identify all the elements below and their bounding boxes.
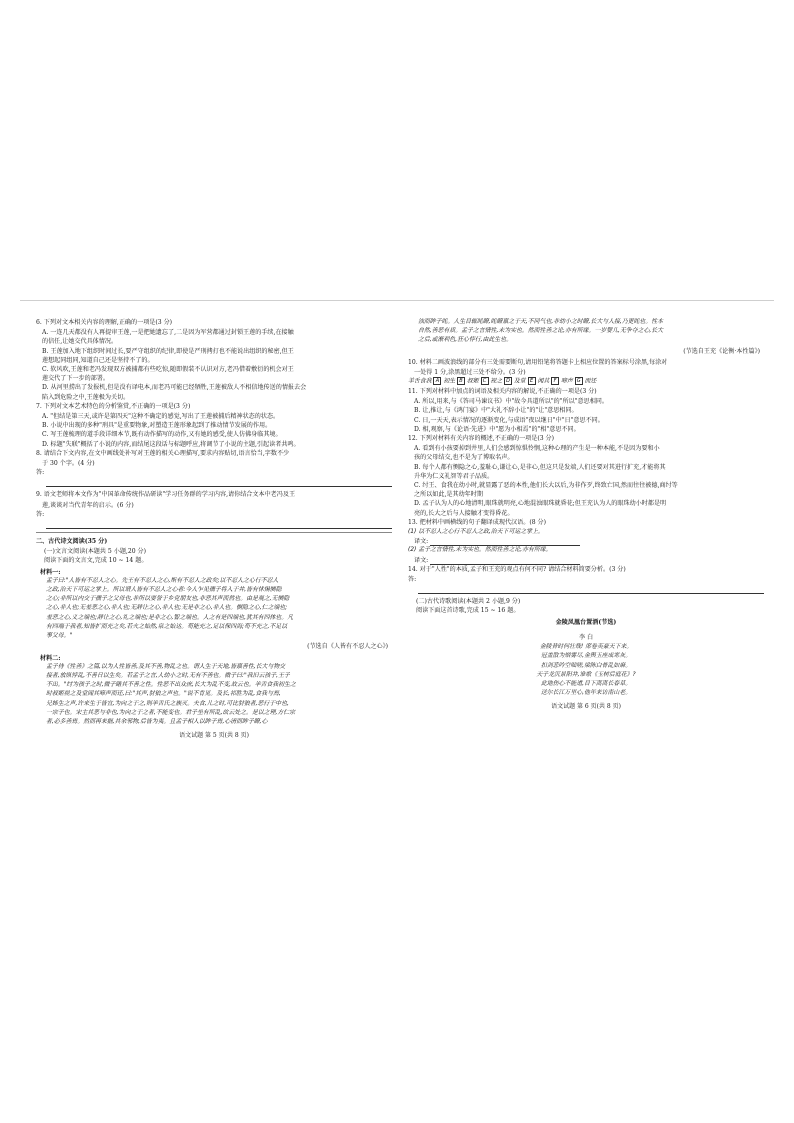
answer-line [418,585,764,594]
question-12-stem: 12. 下列对材料有关内容的概述,不正确的一项是(3 分) [408,434,555,442]
question-7-stem: 7. 下列对文本艺术特色的分析鉴赏,不正确的一项是(3 分) [36,402,191,410]
break-box-e[interactable]: E [528,377,536,385]
page-footer: 语文试题 第 5 页(共 8 页) [179,732,249,740]
question-6-line: D. 从河里捞出了发报机,但是没有译电本,而老冯可能已经牺牲,王莲被敌人不相信地传送的情报去会 [42,384,307,392]
question-12-line: 亮的,长大之后与人接触才变得昏花。 [414,509,514,517]
material-1-line: 有四端于我者,知皆扩而充之矣,若火之始然,泉之始达。苟能充之,足以保四海;苟不充之,不足以 [46,623,288,630]
question-13-sentence-1: (1) 以不忍人之心行不忍人之政,治天下可运之掌上。 [408,528,544,535]
question-12-line: 升华为仁义礼智等君子品质。 [414,472,494,480]
material-2-continued-line: 自然,善恶有质。孟子之言情性,未为实也。然而性善之论,亦有所缘。一岁婴儿,无争夺之心,长大 [418,328,663,335]
sentence-segment: 而还 [584,378,597,385]
question-11-option: C. 日,一天天,表示情况的逐渐变化,与成语"夜以继日"中"日"意思不同。 [414,416,604,424]
question-11-option: A. 所以,用来,与《答司马谏议书》中"故今具道所以"的"所以"意思相同。 [414,398,608,406]
question-6-line: 莲交代了下一步的部署。 [42,375,110,383]
poem-title: 金陵凤凰台置酒(节选) [555,618,617,626]
question-8-stem: 8. 请结合下文内容,在文中画线处补写对王莲的相关心理描写,要求内容贴切,语言恰当,字数不少 [36,449,290,457]
question-6-line: 莲想起同组同,知道自己还是坚持不了的。 [42,356,154,364]
sentence-segment: 初生 [443,378,456,385]
subsection-2-heading: (二)古代诗歌阅读(本题共 2 小题,9 分) [416,598,521,606]
material-2-line: 者,必多善焉。然而再来据,其余邪物,后皆为夷。且孟子相人以眸子焉,心清而眸子瞭,心 [46,718,268,725]
material-2-continued-line: 之后,或渐利色,狂心悖行,由此生也。 [418,337,512,344]
translation-input[interactable] [430,558,580,565]
sentence-segment: 闻其 [537,378,550,385]
material-1-line: 之政,治天下可运之掌上。所以谓人皆有不忍人之心者:今人乍见孺子将入于井,皆有怵惕恻隐 [46,587,282,594]
material-2-line: 接者,放纵悖乱,不善日以生矣。若孟子之言,人幼小之时,无有不善也。微子曰:"我旧云孩子,王子 [46,672,290,679]
question-11-option: D. 相,观察,与《论语·先进》中"愿为小相焉"的"相"意思不同。 [414,425,580,433]
page-top-rule [20,300,774,301]
section-2-heading: 二、古代诗文阅读(35 分) [36,538,108,546]
break-box-g[interactable]: G [575,377,583,385]
question-6-line: 的信任,让她交代具体情况。 [42,338,118,346]
material-2-source: (节选自王充《论衡·本性篇》) [683,347,760,355]
subsection-2-instruction: 阅读下面这首诗歌,完成 15 ~ 16 题。 [416,607,520,615]
question-12-line: B. 每个人都有恻隐之心,羞耻心,谦让心,是非心,但这只是发端,人们还要对其进行扩充,才能将其 [414,463,666,471]
question-11-stem: 11. 下列对材料中加点的词语及相关内容的解说,不正确的一项是(3 分) [408,387,597,395]
question-10-extra: 一处得 1 分,涂黑超过三处不给分。(3 分) [414,369,526,377]
question-13-sentence-2: (2) 孟子之言情性,未为实也。然而性善之论,亦有所缘。 [408,547,552,554]
question-6-line: C. 软风吹,王莲和老冯发现双方被捕都有些吃惊,随即假装不认识对方,老冯借着敷衍的机会对王 [42,366,294,374]
material-2-label: 材料二: [40,654,61,662]
question-13-stem: 13. 把材料中画横线的句子翻译成现代汉语。(8 分) [408,518,546,526]
material-2-line: 不出。"纣为孩子之时,微子睹其不善之性。性恶不出众庶,长大为乱不变,故云也。羊舌食我初生之 [46,682,296,689]
answer-line [46,478,392,487]
question-7-option: D. 标题"失联"概括了小说的内容,而结尾这段话与标题呼应,将调节了小说的主题,引起读者共鸣。 [42,440,300,448]
sentence-segment: 叔姬 [466,378,479,385]
page-footer: 语文试题 第 6 页(共 8 页) [551,703,621,711]
question-10-stem: 10. 材料二画波浪线的部分有三处需要断句,请用铅笔将答题卡上相应位置的答案标号涂黑,每涂对 [408,358,668,366]
material-2-line: 兄姊生之声,许来生于皆宜,为向之于之,则羊舌氏之族灭。夫食,儿之时,可比豺狼者,恶行于中也, [46,700,289,707]
question-11-option: B. 让,推让,与《鸿门宴》中"大礼不辞小让"的"让"意思相同。 [414,407,578,415]
exam-page-6 [408,318,764,776]
question-9-extra: 莲,谈谈对当代青年的启示。(6 分) [42,501,134,509]
question-12-line: C. 纣王、食我在幼小时,就显露了恶的本性,他们长大以后,为非作歹,终致亡国,然而往往被德,商纣等 [414,481,678,489]
translation-input[interactable] [430,539,580,546]
question-12-line: D. 孟子认为人的心地清明,眼珠就明亮,心地混浊眼珠就昏花;但王充认为人的眼珠幼小时都是明 [414,500,667,508]
sentence-segment: 啼声 [560,378,573,385]
material-2-line: 一宗子也。宋主其恶与非也,为向之于之者,不能变也。君子坐有所乱,故云处之。是以之理,方仁宗 [46,709,296,716]
subsection-1-instruction: 阅读下面的文言文,完成 10 ~ 14 题。 [44,557,148,565]
break-box-b[interactable]: B [457,377,465,385]
break-box-d[interactable]: D [504,377,512,385]
question-8-extra: 于 30 个字。(4 分) [42,460,95,468]
question-13-translation-1 [414,537,764,546]
break-box-c[interactable]: C [481,377,489,385]
question-10-segmentation [408,377,764,387]
poem-line: 送尔长江万里心,他年来访南山老。 [540,690,632,697]
material-2-line: 孟子待《性善》之篇,以为人性皆善,及其不善,物乱之也。谓人生于天地,皆禀善性,长大与物交 [46,663,286,670]
poem-author: 李 白 [578,633,594,641]
break-box-a[interactable]: A [433,377,441,385]
exam-page-5 [36,318,392,776]
sentence-segment: 羊舌食我 [408,378,432,385]
material-1-label: 材料一: [40,568,61,576]
sentence-segment: 及堂 [513,378,526,385]
translation-label: 译文: [414,538,429,546]
material-2-continued-line: 浊而眸子眊。人生目辄眊瞭,眊瞭禀之于天,不同气也,非幼小之时瞭,长大与人接,乃更眊也。性本 [418,319,663,325]
section-divider [36,532,392,533]
question-7-option: C. 写王莲梳理的道手段详细本节,既有动作描写的动作,又有她的感受,使人仿佛身临其境。 [42,431,282,439]
question-14-answer-label: 答: [408,575,417,583]
material-1-line: 事父母。" [46,633,73,640]
poem-line: 金陵昔时何壮哉! 席卷英豪天下来。 [539,644,633,651]
question-7-option: A. "但结是第三天,或许是第四天"这种不确定的感觉,写出了王莲被捕后精神状态的状态。 [42,413,280,421]
question-6-stem: 6. 下列对文本相关内容的理解,正确的一项是(3 分) [36,319,173,326]
question-7-option: B. 小说中出现的多种"刑具"是重要物象,对塑造王莲形象起到了推动情节发展的作用。 [42,422,272,430]
material-1-source: (节选自《人皆有不忍人之心》) [307,643,388,651]
answer-line [46,520,392,529]
material-1-line: 孟子曰:"人皆有不忍人之心。先王有不忍人之心,斯有不忍人之政矣;以不忍人之心行不忍人 [46,577,279,584]
exam-spread [36,318,760,776]
poem-line: 天子龙沉景阳井,谁歌《玉树后庭花》? [536,671,636,678]
material-1-line: 羞恶之心,义之端也;辞让之心,礼之端也;是非之心,智之端也。人之有是四端也,犹其有四体也。凡 [46,614,294,621]
question-14-stem: 14. 对于"人性"的本质,孟子和王充的观点有何不同? 请结合材料简要分析。(3 分) [408,565,626,573]
translation-label: 译文: [414,556,429,564]
poem-line: 冠盖散为烟雾尽,金舆玉座成寒灰。 [540,653,632,660]
question-13-translation-2 [414,556,764,565]
sentence-segment: 视之 [490,378,503,385]
question-9-answer-label: 答: [36,510,45,518]
question-12-line: 孩的父母结交,也不是为了博取名声。 [414,454,514,462]
material-1-line: 之心;非所以内交于孺子之父母也,非所以要誉于乡党朋友也,非恶其声而然也。由是观之,无恻隐 [46,596,290,603]
question-8-answer-label: 答: [36,469,45,477]
question-6-line: A. 一连几天都没有人再提审王莲,一是把她遗忘了,二是因为军营都通过封锁王莲的手续,在接触 [42,329,294,337]
break-box-f[interactable]: F [551,377,559,385]
question-6-line: B. 王莲加入地下组织时间过长,要严守组织的纪律,即使是严刑拷打也不能说出组织的秘密,但王 [42,347,294,355]
material-1-line: 之心,非人也;无羞恶之心,非人也;无辞让之心,非人也;无是非之心,非人也。恻隐之心,仁之端也; [46,605,288,612]
poem-line: 扣剑悲吟空咄嗟,梁陈白骨乱如麻。 [540,662,632,669]
material-2-line: 时叔姬视之及堂闻其啼声而还,曰:"其声,豺狼之声也。"说不肯见。及长,祁胜为乱,食我与焉, [46,691,281,698]
question-12-line: 之所以如此,是其幼年时期 [414,491,483,499]
question-12-line: A. 看到有小孩要掉到井里,人们会感到惊惧怜悯,这种心理的产生是一种本能,不是因为要和小 [414,445,660,453]
question-9-stem: 9. 语文老师将本文作为"中国革命传统作品研读"学习任务群的学习内容,请你结合文本中老冯及王 [36,491,296,499]
poem-line: 此地伤心不能道,目下离离长春草。 [540,680,632,687]
question-6-line: 陷入到危险之中,王莲极为关切。 [42,393,130,401]
subsection-1-heading: (一)文言文阅读(本题共 5 小题,20 分) [44,548,147,556]
